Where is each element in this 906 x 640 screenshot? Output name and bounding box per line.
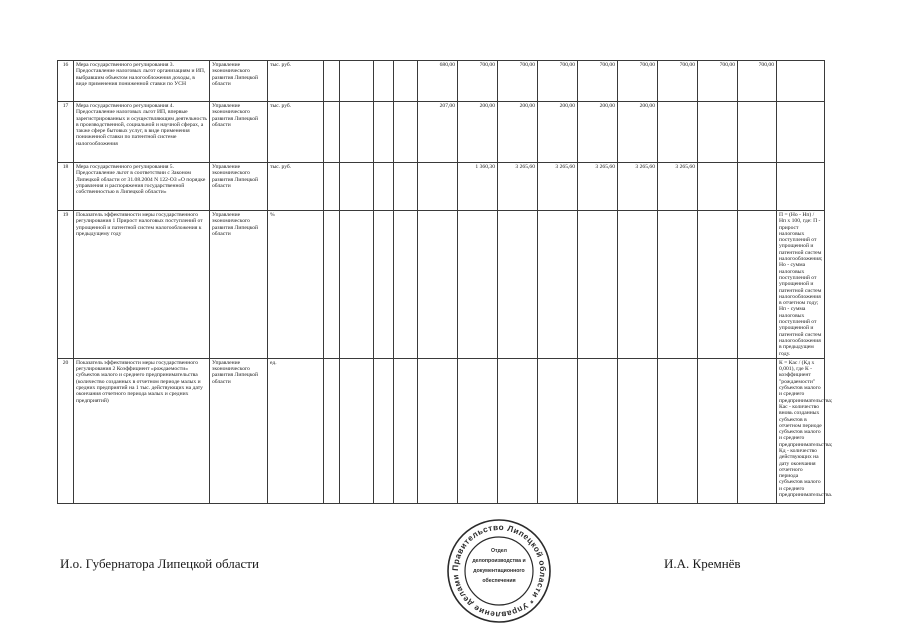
svg-text:Правительство Липецкой области: Правительство Липецкой области * Управление делами <box>450 522 548 620</box>
value-cell <box>340 358 374 503</box>
table-body <box>58 61 890 504</box>
table-row <box>58 102 890 163</box>
measure-name: Показатель эффективности меры государственного регулирования 1 Прирост налоговых поступлений от упрощенной и патентной систем налогообложения к предыдущему году <box>74 211 210 359</box>
value-cell: 680,00 <box>418 61 458 102</box>
data-table <box>57 60 890 504</box>
responsible-org: Управление экономического развития Липецкой области <box>210 358 268 503</box>
value-cell <box>538 358 578 503</box>
row-number: 16 <box>58 61 74 102</box>
row-number: 18 <box>58 163 74 211</box>
value-cell <box>738 358 777 503</box>
svg-text:документационного: документационного <box>473 568 525 574</box>
value-cell <box>418 358 458 503</box>
value-cell: 200,00 <box>458 102 498 163</box>
value-cell <box>394 61 418 102</box>
value-cell: 700,00 <box>618 61 658 102</box>
value-cell <box>394 102 418 163</box>
value-cell <box>618 211 658 359</box>
measure-name: Мера государственного регулирования 3. Предоставление налоговых льгот организациям и ИП, выбравшим объектом налогообложения доходы, в виде применения пониженной ставки по УСН <box>74 61 210 102</box>
calculation-formula <box>777 102 825 163</box>
value-cell <box>340 163 374 211</box>
calculation-formula <box>777 61 825 102</box>
value-cell <box>394 211 418 359</box>
unit-of-measure: ед. <box>268 358 324 503</box>
value-cell <box>324 163 340 211</box>
unit-of-measure: % <box>268 211 324 359</box>
value-cell <box>324 358 340 503</box>
svg-text:обеспечения: обеспечения <box>482 578 516 584</box>
value-cell: 700,00 <box>578 61 618 102</box>
value-cell: 3 265,60 <box>658 163 698 211</box>
value-cell <box>374 163 394 211</box>
value-cell <box>658 102 698 163</box>
value-cell: 700,00 <box>538 61 578 102</box>
signer-name: И.А. Кремнёв <box>664 556 741 571</box>
value-cell <box>458 358 498 503</box>
value-cell <box>374 102 394 163</box>
value-cell: 700,00 <box>498 61 538 102</box>
unit-of-measure: тыс. руб. <box>268 102 324 163</box>
value-cell <box>658 211 698 359</box>
value-cell: 3 265,60 <box>578 163 618 211</box>
value-cell <box>418 163 458 211</box>
value-cell <box>698 358 738 503</box>
value-cell: 3 265,60 <box>618 163 658 211</box>
value-cell <box>738 102 777 163</box>
measure-name: Мера государственного регулирования 4. Предоставление налоговых льгот ИП, впервые зарегистрированных и осуществляющим деятельность в производственной, социальной и научной сферах, а также сфере бытовых услуг, в виде применения пониженной ставки по патентной системе налогообложения <box>74 102 210 163</box>
svg-text:Отдел: Отдел <box>491 548 507 554</box>
responsible-org: Управление экономического развития Липецкой области <box>210 211 268 359</box>
table-row <box>58 163 890 211</box>
value-cell <box>458 211 498 359</box>
value-cell: 1 360,30 <box>458 163 498 211</box>
value-cell: 3 265,60 <box>498 163 538 211</box>
responsible-org: Управление экономического развития Липецкой области <box>210 163 268 211</box>
value-cell <box>340 211 374 359</box>
value-cell <box>340 61 374 102</box>
value-cell <box>698 102 738 163</box>
table-row <box>58 211 890 359</box>
value-cell: 3 265,60 <box>538 163 578 211</box>
unit-of-measure: тыс. руб. <box>268 61 324 102</box>
value-cell <box>374 61 394 102</box>
calculation-formula: К = Кас / (Кд х 0,001), где К - коэффициент "рождаемости" субъектов малого и среднего предпринимательства; Кас - количество вновь созданных субъектов в отчетном периоде субъектов малого и среднего предпринимательства; Кд - количество действующих на дату окончания отчетного периода субъектов малого и среднего предпринимательства. <box>777 358 825 503</box>
value-cell <box>658 358 698 503</box>
value-cell <box>374 211 394 359</box>
value-cell <box>324 102 340 163</box>
value-cell <box>324 211 340 359</box>
measure-name: Показатель эффективности меры государственного регулирования 2 Коэффициент «рождаемости» субъектов малого и среднего предпринимательства (количество созданных в отчетном периоде малых и средних предприятий на 1 тыс. действующих на дату окончания отчетного периода малых и средних предприятий) <box>74 358 210 503</box>
value-cell <box>394 163 418 211</box>
value-cell: 200,00 <box>618 102 658 163</box>
value-cell <box>394 358 418 503</box>
row-number: 19 <box>58 211 74 359</box>
value-cell <box>738 211 777 359</box>
value-cell <box>698 211 738 359</box>
value-cell <box>340 102 374 163</box>
value-cell <box>418 211 458 359</box>
calculation-formula: П = (Но - Нп) / Нп х 100, где: П - прирост налоговых поступлений от упрощенной и патентной систем налогообложения; Но - сумма налоговых поступлений от упрощенной и патентной систем налогообложения в отчетном году; Нп - сумма налоговых поступлений от упрощенной и патентной систем налогообложения в предыдущем году. <box>777 211 825 359</box>
value-cell <box>498 358 538 503</box>
calculation-formula <box>777 163 825 211</box>
row-number: 20 <box>58 358 74 503</box>
table-row <box>58 358 890 503</box>
official-seal <box>446 518 552 624</box>
value-cell <box>324 61 340 102</box>
value-cell <box>374 358 394 503</box>
value-cell <box>538 211 578 359</box>
value-cell <box>578 211 618 359</box>
value-cell: 700,00 <box>698 61 738 102</box>
value-cell <box>738 163 777 211</box>
value-cell: 200,00 <box>498 102 538 163</box>
value-cell: 700,00 <box>738 61 777 102</box>
value-cell: 207,00 <box>418 102 458 163</box>
unit-of-measure: тыс. руб. <box>268 163 324 211</box>
table-row <box>58 61 890 102</box>
value-cell <box>498 211 538 359</box>
value-cell <box>698 163 738 211</box>
value-cell: 700,00 <box>658 61 698 102</box>
responsible-org: Управление экономического развития Липецкой области <box>210 61 268 102</box>
value-cell: 200,00 <box>538 102 578 163</box>
signer-position: И.о. Губернатора Липецкой области <box>60 556 259 571</box>
value-cell: 200,00 <box>578 102 618 163</box>
responsible-org: Управление экономического развития Липецкой области <box>210 102 268 163</box>
value-cell <box>578 358 618 503</box>
value-cell: 700,00 <box>458 61 498 102</box>
row-number: 17 <box>58 102 74 163</box>
value-cell <box>618 358 658 503</box>
measure-name: Мера государственного регулирования 5. Предоставление льгот в соответствии с Законом Липецкой области от 31.08.2004 N 122-ОЗ «О порядке управления и распоряжения государственной собственностью в Липецкой области» <box>74 163 210 211</box>
svg-text:делопроизводства и: делопроизводства и <box>472 558 526 564</box>
